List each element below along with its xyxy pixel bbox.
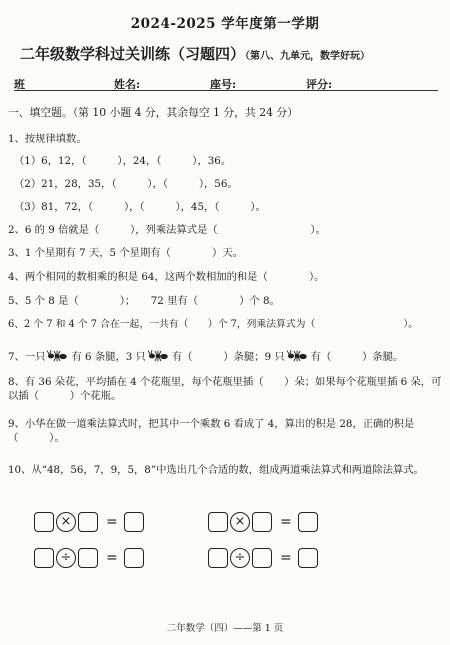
ant-icon <box>47 350 69 362</box>
year-title: 2024-2025 学年度第一学期 <box>130 16 320 32</box>
question-1-1: （1）6，12，（ ），24，（ ），36。 <box>14 155 232 167</box>
answer-box[interactable] <box>298 512 318 532</box>
question-7-part-b: 有 6 条腿，3 只 <box>71 351 146 363</box>
main-title <box>20 43 450 64</box>
question-10: 10、从“48，56，7，9，5，8”中选出几个合适的数，组成两道乘法算式和两道除法算式。 <box>8 464 424 476</box>
question-9: 9、小华在做一道乘法算式时，把其中一个乘数 6 看成了 4，算出的积是 28，正确的积是（ ）。 <box>8 418 415 444</box>
question-8: 8、有 36 朵花，平均插在 4 个花瓶里，每个花瓶里插（ ）朵；如果每个花瓶里插 6 朵，可以插（ ）个花瓶。 <box>8 376 442 402</box>
multiplication-row <box>0 512 450 536</box>
answer-box[interactable] <box>78 512 98 532</box>
section-heading: 一、填空题。（第 10 小题 4 分，其余每空 1 分，共 24 分） <box>8 106 299 119</box>
answer-box[interactable] <box>34 548 54 568</box>
question-4: 4、两个相同的数相乘的积是 64，这两个数相加的和是（ ）。 <box>8 271 325 283</box>
question-7-part-c: 有（ ）条腿；9 只 <box>171 351 285 363</box>
equals-sign: = <box>280 514 292 530</box>
times-symbol: × <box>230 512 250 532</box>
question-2: 2、6 的 9 倍就是（ ），列乘法算式是（ ）。 <box>8 224 326 236</box>
equals-sign: = <box>280 550 292 566</box>
answer-box[interactable] <box>78 548 98 568</box>
answer-box[interactable] <box>208 548 228 568</box>
score-label: 评分: <box>306 78 333 91</box>
question-7 <box>8 350 444 364</box>
info-underline <box>14 90 438 91</box>
times-symbol: × <box>56 512 76 532</box>
question-7-part-d: 有（ ）条腿。 <box>310 351 404 363</box>
question-1: 1、按规律填数。 <box>8 133 87 145</box>
equals-sign: = <box>106 514 118 530</box>
name-label: 姓名: <box>114 78 141 91</box>
question-3: 3、1 个星期有 7 天，5 个星期有（ ）天。 <box>8 247 243 259</box>
class-label: 班 <box>14 78 25 91</box>
ant-icon <box>148 350 170 362</box>
answer-box[interactable] <box>124 512 144 532</box>
question-7-part-a: 7、一只 <box>8 351 46 363</box>
ant-icon <box>287 350 309 362</box>
answer-box[interactable] <box>252 548 272 568</box>
equals-sign: = <box>106 550 118 566</box>
student-info-row <box>14 76 438 90</box>
answer-box[interactable] <box>208 512 228 532</box>
question-6: 6、2 个 7 和 4 个 7 合在一起，一共有（ ）个 7，列乘法算式为（ ）。 <box>8 319 419 330</box>
question-5: 5、5 个 8 是（ ）； 72 里有（ ）个 8。 <box>8 295 280 307</box>
main-title-text: 二年级数学科过关训练（习题四） <box>20 45 246 63</box>
division-row <box>0 548 450 572</box>
page-footer: 二年数学（四）——第 1 页 <box>166 623 284 634</box>
answer-box[interactable] <box>34 512 54 532</box>
question-1-3: （3）81，72，（ ），（ ），45，（ ）。 <box>14 201 266 213</box>
answer-box[interactable] <box>298 548 318 568</box>
answer-box[interactable] <box>124 548 144 568</box>
divide-symbol: ÷ <box>230 548 250 568</box>
question-1-2: （2）21，28，35，（ ），（ ），56。 <box>14 178 238 190</box>
divide-symbol: ÷ <box>56 548 76 568</box>
answer-box[interactable] <box>252 512 272 532</box>
main-subtitle: （第八、九单元，数学好玩） <box>245 51 371 62</box>
seat-label: 座号: <box>210 78 237 91</box>
